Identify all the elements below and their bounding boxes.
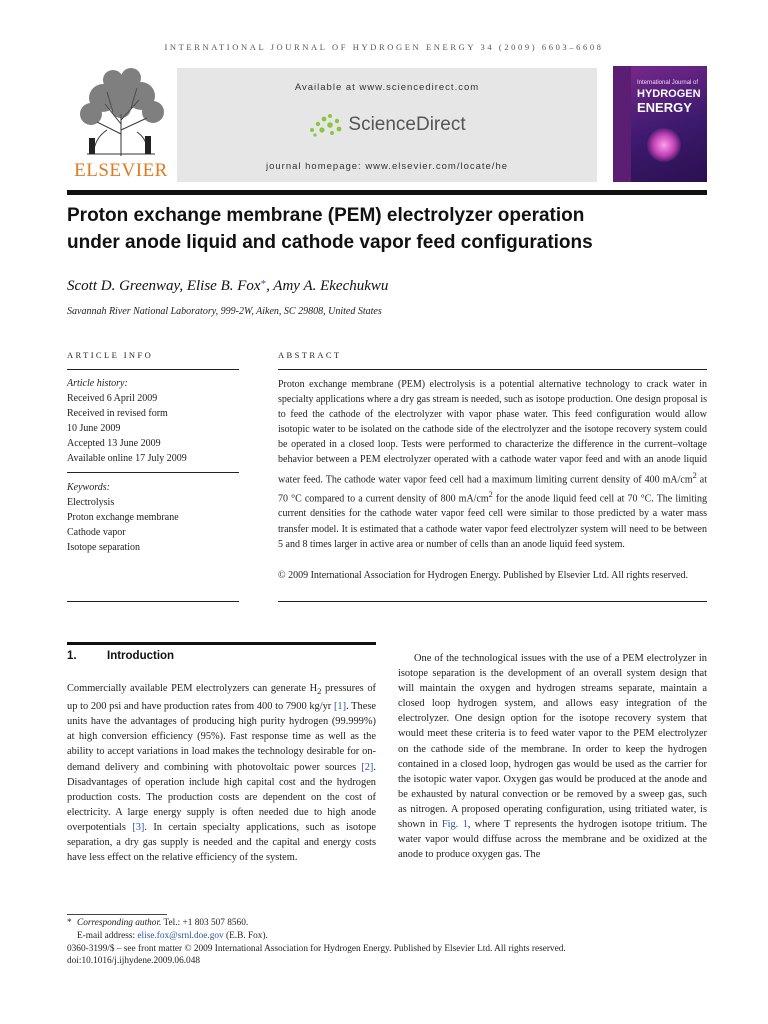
- corresponding-author-note: [67, 917, 707, 930]
- section-number: 1.: [67, 650, 77, 662]
- citation-link[interactable]: [2]: [361, 761, 374, 773]
- article-title: [67, 202, 707, 256]
- masthead: [67, 64, 707, 184]
- available-at-link[interactable]: Available at www.sciencedirect.com: [294, 82, 480, 93]
- author-3: , Amy A. Ekechukwu: [266, 278, 389, 294]
- citation-link[interactable]: [3]: [132, 821, 145, 833]
- citation-link[interactable]: [1]: [333, 701, 347, 713]
- superscript: 2: [488, 489, 493, 499]
- history-item: Available online 17 July 2009: [67, 453, 187, 464]
- affiliation: Savannah River National Laboratory, 999-2W, Aiken, SC 29808, United States: [67, 306, 382, 317]
- abstract-body: [278, 377, 707, 552]
- sciencedirect-banner: [177, 68, 597, 182]
- sciencedirect-wordmark: ScienceDirect: [348, 114, 466, 135]
- title-line-2: under anode liquid and cathode vapor feed configurations: [67, 232, 593, 253]
- text-run: . These units have the advantages of producing high purity hydrogen (99.999%) at high conversion efficiency (95%). Fast response time as well as the ability to accept variations in load makes the technology desirable for on-demand delivery and combining with photovoltaic power sources: [67, 701, 376, 773]
- section-heading-introduction: [67, 650, 376, 662]
- text-run: , where T represents the hydrogen isotope tritium. The water vapor would diffuse across the membrane and be oxidized at the anode to produce oxygen gas. The: [398, 819, 707, 861]
- abstract-rule-bottom: [278, 601, 707, 602]
- email-link[interactable]: elise.fox@srnl.doe.gov: [137, 930, 224, 941]
- section-rule: [67, 642, 376, 645]
- history-item: Accepted 13 June 2009: [67, 438, 161, 449]
- author-2: Elise B. Fox: [186, 278, 261, 294]
- article-history: [67, 376, 239, 466]
- abstract-copyright: [278, 568, 707, 583]
- sciencedirect-logo[interactable]: [177, 112, 597, 142]
- section-title: Introduction: [107, 650, 175, 662]
- cover-strip: [613, 66, 631, 182]
- cover-glow-graphic: [647, 128, 681, 162]
- history-label: Article history:: [67, 378, 128, 389]
- abstract-text-1: Proton exchange membrane (PEM) electrolysis is a potential alternative technology to crack water in specialty applications where a dry gas stream is needed, such as isotope production. One design proposal is to feed the cathode of the electrolyzer with vapor phase water. This feed configuration would allow isotopic water to be isolated on the cathode side of the electrolyzer and the isotope recovery system could be operated in a closed loop. Tests were performed to characterize the difference in the current–voltage behavior between a PEM electrolyzer operated with a cathode water vapor feed and with an anode liquid water feed. The cathode water vapor feed cell had a maximum limiting current density of 400 mA/cm: [278, 379, 707, 485]
- email-note: [67, 930, 707, 943]
- elsevier-wordmark: ELSEVIER: [74, 160, 168, 181]
- text-run: pressures of up to 200 psi and have production rates from 400 to 7900 kg/yr: [67, 683, 376, 713]
- sciencedirect-dots-icon: [308, 112, 344, 138]
- article-info-rule-bottom: [67, 601, 239, 602]
- figure-link[interactable]: Fig. 1: [441, 819, 468, 831]
- doi-link[interactable]: doi:10.1016/j.ijhydene.2009.06.048: [67, 956, 200, 967]
- email-owner: (E.B. Fox).: [223, 930, 268, 941]
- history-item: Received in revised form: [67, 408, 168, 419]
- text-run: One of the technological issues with the use of a PEM electrolyzer in isotope separation is the development of an overall system design that will maintain the oxygen and hydrogen streams separate, maintain a closed loop hydrogen system, and allows easy integration of the electrolyzer. One design option for the isotope recovery system that would meet these criteria is to feed water vapor to the PEM electrolyzer on the cathode side of the membrane. In order to keep the hydrogen contained in a closed loop, hydrogen gas would be used as the carrier for the isotopic water vapor. Oxygen gas would be produced at the anode and be exhausted by natural convection or be removed by a sweep gas, such as nitrogen. A proposed operating configuration, using tritiated water, is shown in: [398, 653, 707, 831]
- cover-line-1: International Journal of: [637, 80, 699, 86]
- text-run: Commercially available PEM electrolyzers can generate H: [67, 683, 318, 694]
- email-label: E-mail address:: [77, 930, 138, 941]
- abstract-heading: ABSTRACT: [278, 350, 342, 360]
- journal-homepage-link[interactable]: journal homepage: www.elsevier.com/locate/he: [265, 161, 509, 172]
- subscript: 2: [317, 686, 322, 697]
- superscript: 2: [692, 470, 697, 480]
- keywords: [67, 480, 239, 555]
- keyword-item: Isotope separation: [67, 542, 141, 553]
- copyright-text: © 2009 International Association for Hydrogen Energy. Published by Elsevier Ltd. All rights reserved.: [278, 570, 689, 581]
- elsevier-tree-logo[interactable]: [67, 64, 175, 184]
- keywords-label: Keywords:: [67, 482, 110, 493]
- intro-paragraph-left: [67, 681, 376, 865]
- text-run: . In certain specialty applications, such as isotope separation, a dry gas supply is needed and the capital and energy costs have less effect on the relative efficiency of the system.: [67, 821, 376, 864]
- footnotes: [67, 917, 707, 968]
- running-head: INTERNATIONAL JOURNAL OF HYDROGEN ENERGY 34 (2009) 6603–6608: [164, 42, 604, 52]
- title-line-1: Proton exchange membrane (PEM) electrolyzer operation: [67, 205, 585, 226]
- author-1: Scott D. Greenway,: [67, 278, 187, 294]
- cover-line-3: ENERGY: [637, 100, 692, 115]
- article-info-heading: ARTICLE INFO: [67, 350, 154, 360]
- corresponding-label: Corresponding author.: [77, 918, 162, 928]
- intro-paragraph-right: [398, 651, 707, 862]
- article-info-rule-top: [67, 369, 239, 370]
- abstract-text-2: at 70 °C compared to a current density of 800 mA/cm: [278, 473, 707, 505]
- issn-line: 0360-3199/$ – see front matter © 2009 International Association for Hydrogen Energy. Published by Elsevier Ltd. All rights reserved.: [67, 943, 566, 954]
- cover-line-2: HYDROGEN: [637, 88, 701, 100]
- author-list: [67, 278, 707, 295]
- abstract-rule-top: [278, 369, 707, 370]
- masthead-rule: [67, 190, 707, 195]
- keyword-item: Proton exchange membrane: [67, 512, 179, 523]
- keyword-item: Cathode vapor: [67, 527, 126, 538]
- article-info-rule-mid: [67, 472, 239, 473]
- corresponding-author-mark[interactable]: *: [260, 278, 267, 290]
- telephone: Tel.: +1 803 507 8560.: [161, 918, 249, 928]
- history-item: Received 6 April 2009: [67, 393, 158, 404]
- footnote-rule: [67, 914, 167, 915]
- journal-cover-thumbnail[interactable]: [613, 66, 707, 182]
- tree-icon: [67, 64, 175, 160]
- footnote-mark: *: [67, 918, 72, 928]
- keyword-item: Electrolysis: [67, 497, 115, 508]
- abstract-text-3: for the anode liquid feed cell at 70 °C. The limiting current densities for the cathode water vapor feed cell were similar to those predicted by a water mass transfer model. It is estimated that a cathode water vapor feed electrolyzer system will need to be between 5 and 8 times larger in active area or number of cells than an anode liquid feed system.: [278, 493, 708, 550]
- text-run: . Disadvantages of operation include high capital cost and the hydrogen production costs. The production costs are dependent on the cost of electricity. A large energy supply is often needed due to high anode overpotentials: [67, 761, 376, 833]
- history-item: 10 June 2009: [67, 423, 121, 434]
